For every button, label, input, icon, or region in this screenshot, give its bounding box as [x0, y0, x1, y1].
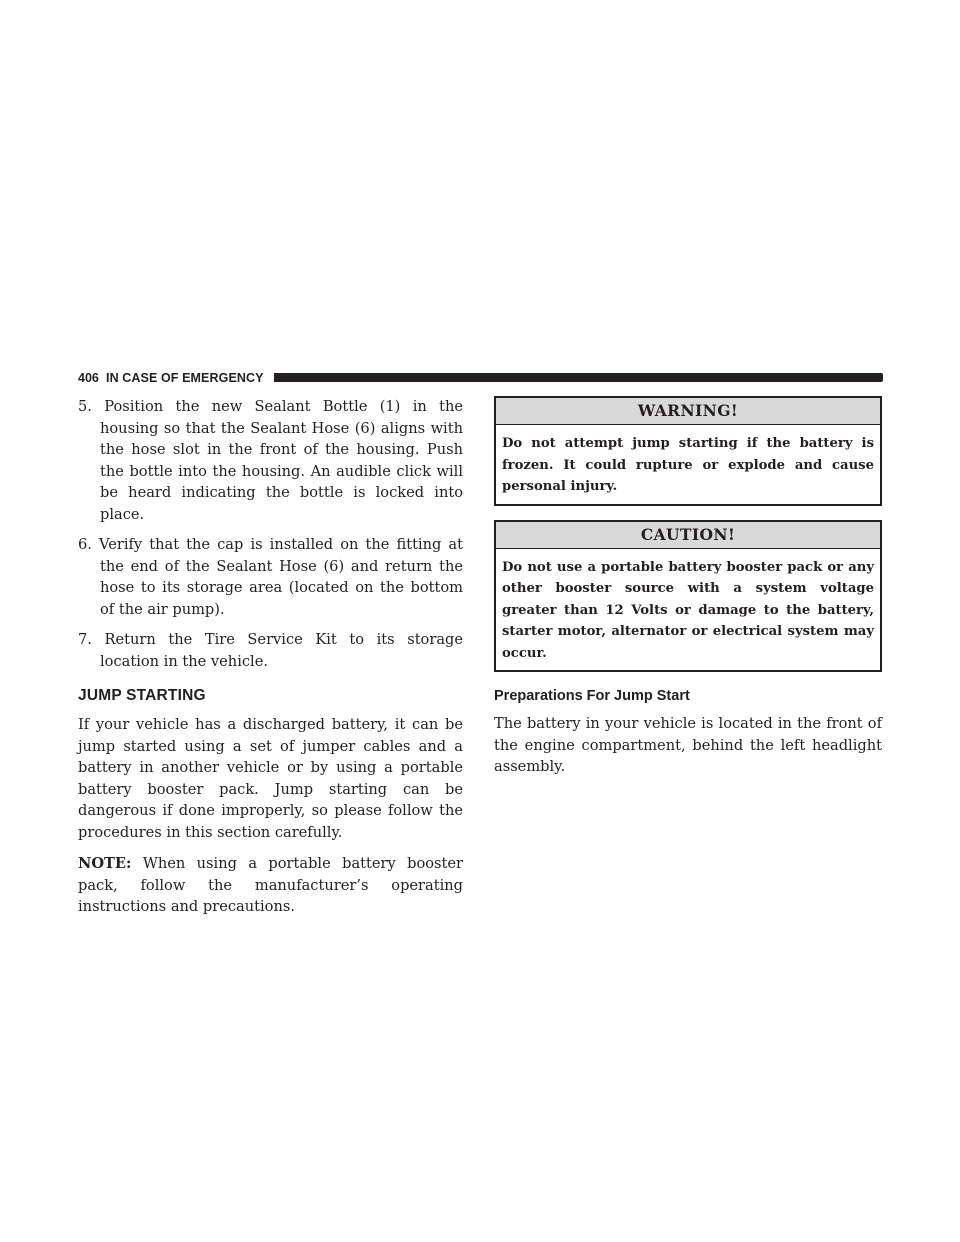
warning-box [494, 396, 882, 506]
header-rule [274, 373, 883, 382]
caution-text: Do not use a portable battery booster pack or any other booster source with a system voltage greater than 12 Volts or damage to the battery, starter motor, alternator or electrical system may occur. [502, 559, 874, 661]
jump-starting-heading: JUMP STARTING [78, 687, 206, 704]
note-paragraph [78, 853, 463, 918]
step-6: 6. Verify that the cap is installed on the fitting at the end of the Sealant Hose (6) and return the hose to its storage area (located on the bottom of the air pump). [78, 536, 463, 618]
step-5: 5. Position the new Sealant Bottle (1) in the housing so that the Sealant Hose (6) aligns with the hose slot in the front of the housing. Push the bottle into the housing. An audible click will be heard indicating the bottle is locked into place. [78, 398, 463, 523]
page-header [78, 370, 883, 386]
caution-title: CAUTION! [496, 522, 880, 549]
right-column [494, 396, 882, 788]
battery-location-paragraph: The battery in your vehicle is located in the front of the engine compartment, behind the left headlight assembly. [494, 715, 882, 775]
warning-title: WARNING! [496, 398, 880, 425]
note-label: NOTE: [78, 855, 132, 872]
note-text: When using a portable battery booster pack, follow the manufacturer’s operating instructions and precautions. [78, 855, 463, 915]
preparations-heading: Preparations For Jump Start [494, 688, 690, 704]
warning-text: Do not attempt jump starting if the battery is frozen. It could rupture or explode and cause personal injury. [502, 436, 874, 494]
section-title: IN CASE OF EMERGENCY [106, 371, 264, 385]
step-7: 7. Return the Tire Service Kit to its storage location in the vehicle. [78, 631, 463, 670]
page-number: 406 [78, 371, 99, 385]
left-column [78, 396, 463, 928]
caution-box [494, 520, 882, 673]
jump-starting-paragraph: If your vehicle has a discharged battery, it can be jump started using a set of jumper cables and a battery in another vehicle or by using a portable battery booster pack. Jump starting can be dangerous if done improperly, so please follow the procedures in this section carefully. [78, 716, 463, 841]
